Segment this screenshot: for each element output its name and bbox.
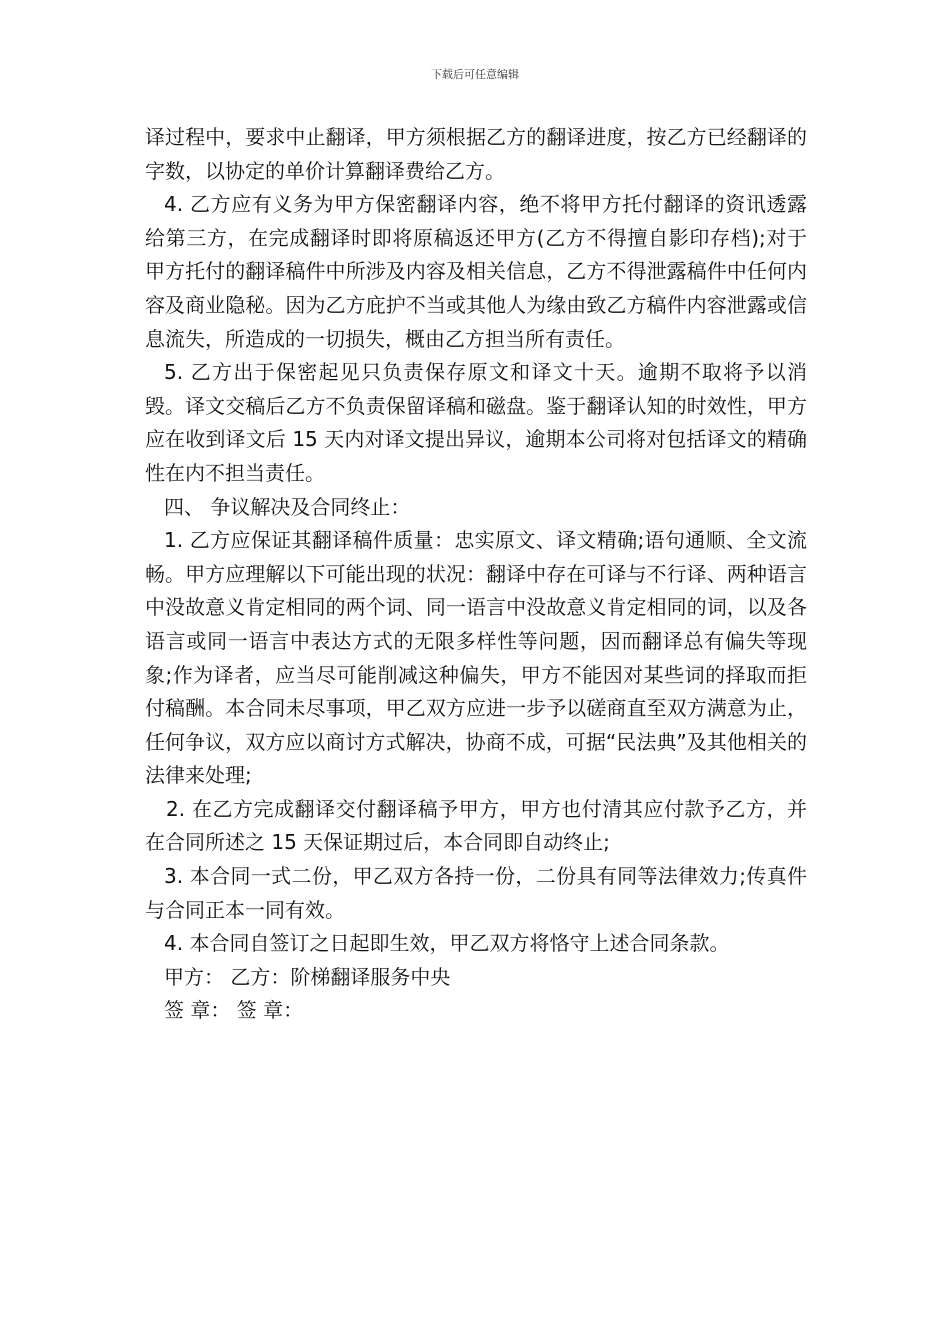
parties-line: 甲方： 乙方：阶梯翻译服务中央 [164, 964, 451, 989]
clause-4-effective: 4. 本合同自签订之日起即生效，甲乙双方将恪守上述合同条款。 [164, 931, 730, 956]
clause-1-quality: 1. 乙方应保证其翻译稿件质量：忠实原文、译文精确;语句通顺、全文流畅。甲方应理解以下可能出现的状况：翻译中存在可译与不行译、两种语言中没故意义肯定相同的两个词、同一语言中没故意义肯定相同的词，以及各语言或同一语言中表达方式的无限多样性等问题，因而翻译总有偏失等现象;作为译者，应当尽可能削减这种偏失，甲方不能因对某些词的择取而拒付稿酬。本合同未尽事项，甲乙双方应进一步予以磋商直至双方满意为止，任何争议，双方应以商讨方式解决，协商不成，可据“民法典”及其他相关的法律来处理; [145, 528, 807, 788]
clause-5-retention: 5. 乙方出于保密起见只负责保存原文和译文十天。逾期不取将予以消毁。译文交稿后乙方不负责保留译稿和磁盘。鉴于翻译认知的时效性，甲方应在收到译文后 15 天内对译文提出异议，逾期本公司将对包括译文的精确性在内不担当责任。 [145, 360, 807, 485]
clause-2-termination: 2. 在乙方完成翻译交付翻译稿予甲方，甲方也付清其应付款予乙方，并在合同所述之 15 天保证期过后，本合同即自动终止; [145, 796, 807, 855]
clause-4-confidentiality: 4. 乙方应有义务为甲方保密翻译内容，绝不将甲方托付翻译的资讯透露给第三方，在完成翻译时即将原稿返还甲方(乙方不得擅自影印存档);对于甲方托付的翻译稿件中所涉及内容及相关信息，乙方不得泄露稿件中任何内容及商业隐秘。因为乙方庇护不当或其他人为缘由致乙方稿件内容泄露或信息流失，所造成的一切损失，概由乙方担当所有责任。 [145, 192, 807, 351]
clause-3-copies: 3. 本合同一式二份，甲乙双方各持一份，二份具有同等法律效力;传真件与合同正本一同有效。 [145, 864, 807, 922]
paragraph-continuation: 译过程中，要求中止翻译，甲方须根据乙方的翻译进度，按乙方已经翻译的字数，以协定的单价计算翻译费给乙方。 [145, 125, 807, 183]
document-body [145, 121, 807, 1028]
signature-line: 签 章： 签 章： [164, 998, 304, 1023]
page-header: 下载后可任意编辑 [431, 68, 519, 81]
section-heading-dispute: 四、 争议解决及合同终止： [164, 494, 411, 519]
